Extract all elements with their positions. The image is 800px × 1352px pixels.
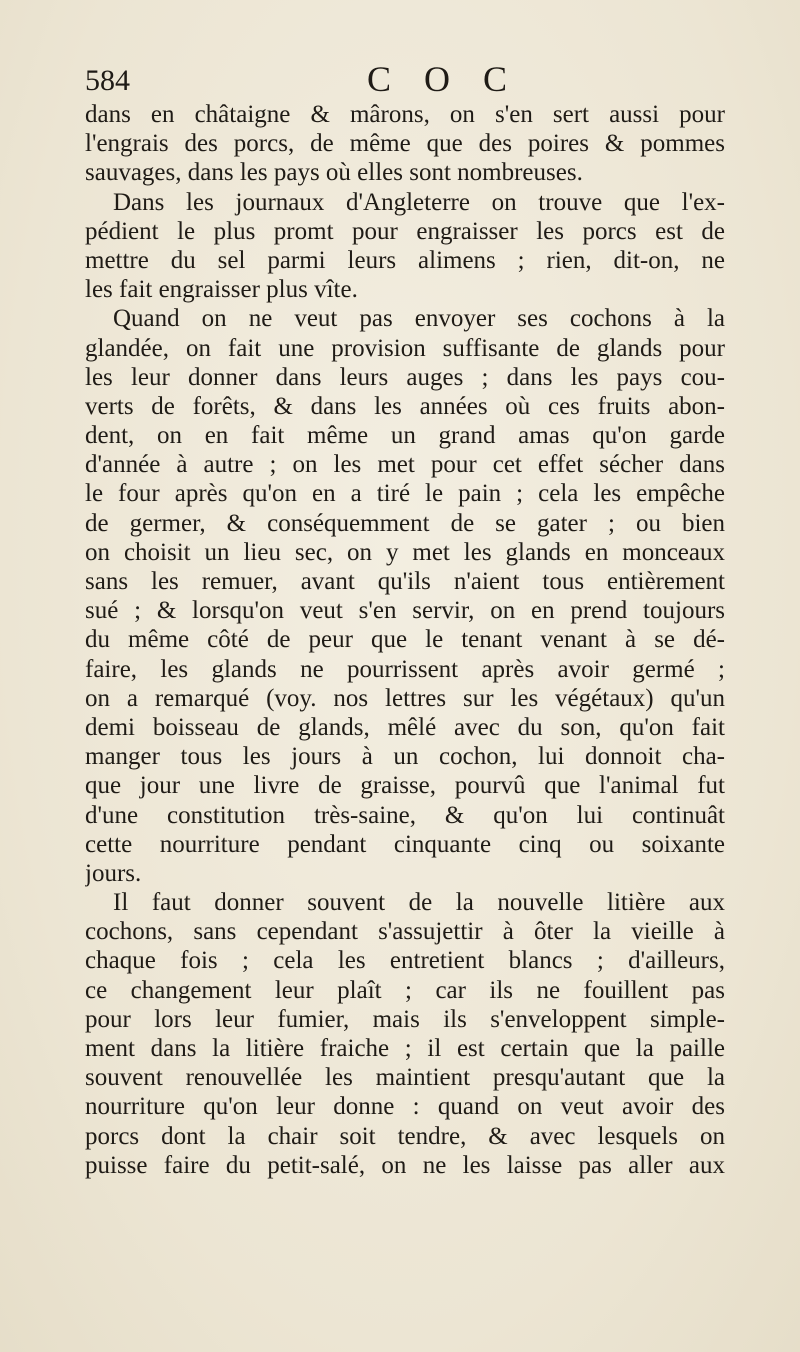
page-header <box>85 58 725 98</box>
text-line: ment dans la litière fraiche ; il est certain que la paille <box>85 1035 725 1062</box>
text-line: on choisit un lieu sec, on y met les glands en monceaux <box>85 538 725 566</box>
text-line: puisse faire du petit-salé, on ne les laisse pas aller aux <box>85 1151 725 1179</box>
running-head: C O C <box>367 59 520 99</box>
text-line: sans les remuer, avant qu'ils n'aient tous entièrement <box>85 568 725 595</box>
text-line: les leur donner dans leurs auges ; dans les pays cou- <box>85 363 725 391</box>
text-line: Dans les journaux d'Angleterre on trouve que l'ex- <box>113 188 725 216</box>
text-line: l'engrais des porcs, de même que des poires & pommes <box>85 130 725 158</box>
paragraph-1 <box>85 100 725 188</box>
paragraph-4 <box>85 888 725 1180</box>
text-line: Quand on ne veut pas envoyer ses cochons à la <box>113 305 725 333</box>
text-line: dent, on en fait même un grand amas qu'on garde <box>85 422 725 450</box>
paragraph-3 <box>85 304 725 888</box>
text-line: sué ; & lorsqu'on veut s'en servir, on en prend toujours <box>85 597 725 625</box>
text-line: faire, les glands ne pourrissent après avoir germé ; <box>85 655 725 683</box>
text-line: que jour une livre de graisse, pourvû que l'animal fut <box>85 772 725 800</box>
text-line: glandée, on fait une provision suffisante de glands pour <box>85 334 725 362</box>
text-line: de germer, & conséquemment de se gater ; ou bien <box>85 509 725 537</box>
text-line: les fait engraisser plus vîte. <box>85 276 358 304</box>
text-line: on a remarqué (voy. nos lettres sur les végétaux) qu'un <box>85 684 725 712</box>
text-line: Il faut donner souvent de la nouvelle litière aux <box>113 889 725 917</box>
text-line: d'année à autre ; on les met pour cet effet sécher dans <box>85 451 725 479</box>
text-line: cochons, sans cependant s'assujettir à ôter la vieille à <box>85 918 725 946</box>
page-number: 584 <box>85 64 130 97</box>
text-line: mettre du sel parmi leurs alimens ; rien, dit-on, ne <box>85 246 725 274</box>
text-line: sauvages, dans les pays où elles sont nombreuses. <box>85 159 583 187</box>
text-line: dans en châtaigne & mârons, on s'en sert aussi pour <box>85 101 725 128</box>
text-line: d'une constitution très-saine, & qu'on lui continuât <box>85 801 725 829</box>
text-line: porcs dont la chair soit tendre, & avec lesquels on <box>85 1122 725 1150</box>
text-line: verts de forêts, & dans les années où ces fruits abon- <box>85 392 725 420</box>
text-line: pour lors leur fumier, mais ils s'enveloppent simple- <box>85 1005 725 1033</box>
text-line: souvent renouvellée les maintient presqu'autant que la <box>85 1064 725 1092</box>
text-line: cette nourriture pendant cinquante cinq ou soixante <box>85 830 725 858</box>
text-line: ce changement leur plaît ; car ils ne fouillent pas <box>85 976 725 1004</box>
text-line: pédient le plus promt pour engraisser les porcs est de <box>85 217 725 245</box>
text-line: nourriture qu'on leur donne : quand on veut avoir des <box>85 1093 725 1121</box>
text-line: le four après qu'on en a tiré le pain ; cela les empêche <box>85 480 725 508</box>
text-line: manger tous les jours à un cochon, lui donnoit cha- <box>85 743 725 771</box>
paragraph-2 <box>85 188 725 305</box>
text-line: du même côté de peur que le tenant venant à se dé- <box>85 626 725 654</box>
text-line: chaque fois ; cela les entretient blancs ; d'ailleurs, <box>85 947 725 975</box>
text-line: demi boisseau de glands, mêlé avec du son, qu'on fait <box>85 713 725 741</box>
text-line: jours. <box>85 859 142 887</box>
body-text <box>85 100 725 1180</box>
